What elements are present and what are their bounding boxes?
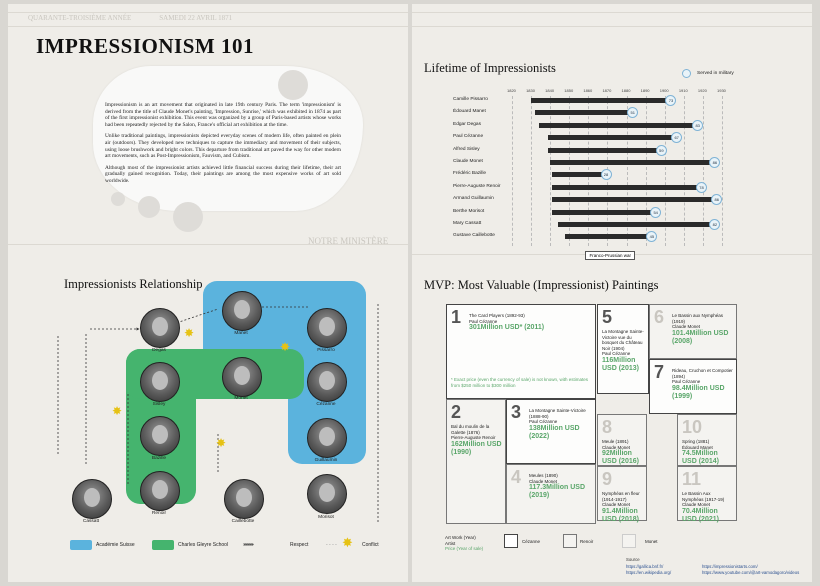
timeline-age-badge: 83: [692, 120, 703, 131]
conflict-icon: ✸: [342, 535, 353, 550]
served-military-legend: Served in military: [697, 71, 734, 76]
painting-card[interactable]: [506, 399, 596, 464]
lifetime-title: Lifetime of Impressionists: [424, 61, 556, 75]
conflict-icon: ✸: [112, 404, 123, 418]
timeline-artist-name: Claude Monet: [453, 159, 483, 164]
artist-node-cassatt[interactable]: [72, 479, 112, 519]
timeline-bar[interactable]: [565, 234, 651, 239]
painting-rank: 4: [511, 467, 522, 487]
artist-node-cezanne[interactable]: [307, 362, 347, 402]
legend-artist: Artist: [445, 540, 456, 546]
painting-card[interactable]: [597, 304, 649, 394]
timeline-artist-name: Gustave Caillebotte: [453, 233, 495, 239]
painting-rank: 7: [654, 362, 665, 382]
painting-info: [602, 439, 643, 465]
timeline-artist-name: Frédéric Bazille: [453, 171, 487, 177]
source-label: Source: [626, 557, 640, 562]
axis-tick: 1860: [583, 88, 593, 93]
painting-title: Rideau, Cruchon et Compotier (1894): [672, 368, 733, 379]
timeline-bar[interactable]: [552, 172, 605, 177]
painting-artist: Paul Cézanne: [469, 318, 498, 324]
legend-suisse: Académie Suisse: [96, 542, 135, 548]
painting-artist: Pierre-Auguste Renoir: [451, 435, 496, 440]
intro-paragraph: Unlike traditional paintings, impressionists depicted everyday scenes of modern life, often painted en plein air (outdoors). They developed new techniques to capture the immediacy and movement of their subjects, using loose brushwork and bright colors. This departure from traditional art paved the way for other modern art movements, such as Post-Impressionism, Fauvism, and Cubism.: [105, 133, 341, 160]
painting-card[interactable]: [597, 466, 647, 521]
artist-node-renoir[interactable]: [140, 471, 180, 511]
artist-node-manet[interactable]: [222, 291, 262, 331]
artist-node-degas[interactable]: [140, 308, 180, 348]
artist-node-guillaumin[interactable]: [307, 418, 347, 458]
timeline-age-badge: 73: [665, 95, 676, 106]
source-link[interactable]: https://en.wikipedia.org/: [626, 570, 672, 575]
artist-label: Monet: [234, 396, 248, 401]
painting-rank: 3: [511, 402, 522, 422]
legend-suisse-swatch: [70, 540, 92, 550]
intro-paragraph: Although most of the impressionist artists achieved little financial success during their lifetime, their art gradually gained recognition. Today, their paintings are among the most expensive works of art sold worldwide.: [105, 164, 341, 184]
painting-info: [602, 329, 645, 372]
right-page: [412, 4, 812, 582]
artist-label: Cassatt: [82, 519, 100, 524]
timeline-bar[interactable]: [552, 197, 716, 202]
painting-rank: 8: [602, 417, 613, 437]
timeline-bar[interactable]: [552, 185, 701, 190]
gridline: [550, 96, 551, 246]
painting-rank: 5: [602, 307, 613, 327]
timeline-artist-name: Armand Guillaumin: [453, 196, 494, 202]
relationship-arrows: [8, 4, 408, 582]
painting-card[interactable]: [597, 414, 647, 466]
legend-cezanne-swatch: [504, 534, 518, 548]
intro-paragraph: Impressionism is an art movement that originated in late 19th century Paris. The term 'impressionism' is derived from the title of Claude Monet's painting, 'Impression, Sunrise,' which was exhibited in 1874 as part of the first impressionist exhibition. This event was organized by a group of Paris-based artists whose works had been repeatedly rejected by the Salon, France's official art exhibition at the time.: [105, 102, 341, 128]
axis-tick: 1900: [659, 88, 669, 93]
timeline-artist-name: Paul Cézanne: [453, 134, 484, 140]
legend-monet-swatch: [622, 534, 636, 548]
artist-label: Sisley: [152, 402, 166, 407]
artist-label: Manet: [234, 331, 248, 336]
axis-tick: 1870: [602, 88, 612, 93]
legend-monet: Monet: [645, 539, 658, 544]
artist-label: Cézanne: [316, 402, 336, 407]
mvp-title: MVP: Most Valuable (Impressionist) Paintings: [424, 278, 659, 292]
timeline-bar[interactable]: [558, 222, 715, 227]
timeline-bar[interactable]: [535, 110, 632, 115]
artist-node-sisley[interactable]: [140, 362, 180, 402]
painting-title: La Montagne Sainte-Victoire (1888-90): [529, 408, 586, 419]
page-title: IMPRESSIONISM 101: [36, 34, 254, 58]
painting-artist: Paul Cézanne: [672, 379, 701, 384]
painting-title: Le Bassin aux Nymphéas (1919): [672, 313, 724, 324]
timeline-bar[interactable]: [539, 123, 697, 128]
painting-title: Nymphéas en fleur (1914-1917): [602, 491, 640, 502]
painting-card[interactable]: [677, 466, 737, 521]
painting-info: [682, 439, 733, 465]
painting-title: Meule (1891): [602, 439, 629, 444]
gridline: [722, 96, 723, 246]
timeline-age-badge: 86: [709, 157, 720, 168]
painting-price: 101.4Million USD (2008): [672, 329, 729, 345]
artist-node-bazille[interactable]: [140, 416, 180, 456]
conflict-icon: ✸: [216, 436, 227, 450]
timeline-age-badge: 67: [671, 132, 682, 143]
artist-label: Guillaumin: [314, 458, 338, 463]
timeline-age-badge: 59: [656, 145, 667, 156]
timeline-age-badge: 54: [650, 207, 661, 218]
artist-label: Pissarro: [317, 348, 335, 353]
legend-conflict: Conflict: [362, 542, 379, 548]
painting-price: 70.4Million USD (2021): [682, 507, 719, 523]
painting-rank: 1: [451, 307, 462, 327]
artist-node-monet[interactable]: [222, 357, 262, 397]
painting-price: 91.4Million USD (2018): [602, 507, 639, 523]
painting-info: [469, 313, 592, 331]
timeline-bar[interactable]: [531, 98, 670, 103]
painting-card[interactable]: [446, 399, 506, 524]
timeline-age-badge: 78: [696, 182, 707, 193]
timeline-artist-name: Camille Pissarro: [453, 97, 488, 102]
painting-info: [682, 491, 733, 523]
painting-artist: Paul Cézanne: [529, 419, 558, 424]
timeline-age-badge: 82: [709, 219, 720, 230]
legend-work: Art Work (Year): [445, 535, 476, 540]
painting-card[interactable]: [649, 359, 737, 414]
served-military-icon: [682, 69, 691, 78]
painting-title: The Card Players (1892-93): [469, 313, 525, 318]
artist-node-pissarro[interactable]: [307, 308, 347, 348]
axis-tick: 1890: [640, 88, 650, 93]
painting-artist: Claude Monet: [672, 324, 701, 329]
source-link[interactable]: https://www.youtube.com/@art-vamodagoro/videos: [702, 570, 800, 575]
painting-title: Le Bassin Aux Nymphéas (1917-19): [682, 491, 725, 502]
artist-label: Bazille: [151, 456, 167, 461]
source-link[interactable]: https://gallica.bnf.fr/: [626, 564, 664, 569]
painting-rank: 6: [654, 307, 665, 327]
painting-title: Bal du moulin de la Galette (1876): [451, 424, 490, 435]
legend-respect: Respect: [290, 542, 309, 548]
painting-price: 138Million USD (2022): [529, 424, 580, 440]
legend-cezanne: Cézanne: [522, 539, 541, 544]
conflict-icon: ✸: [184, 326, 195, 340]
painting-artist: Claude Monet: [602, 444, 631, 450]
painting-card[interactable]: [506, 464, 596, 524]
painting-price: 301Million USD* (2011): [469, 324, 545, 331]
painting-artist: Claude Monet: [602, 502, 631, 507]
painting-card[interactable]: [446, 304, 596, 399]
painting-card[interactable]: [649, 304, 737, 359]
painting-info: [672, 368, 733, 400]
painting-price: 117.3Million USD (2019): [529, 484, 586, 499]
timeline-artist-name: Berthe Morisot: [453, 208, 485, 214]
timeline-artist-name: Pierre-Auguste Renoir: [453, 183, 501, 189]
axis-tick: 1840: [545, 88, 555, 93]
source-link[interactable]: https://impressionistarts.com/: [702, 564, 758, 569]
price-footnote: * Exact price (even the currency of sale) is not known, with estimates from $250 million to $300 million: [451, 377, 589, 388]
painting-artist: Claude Monet: [682, 502, 711, 507]
timeline-age-badge: 45: [646, 231, 657, 242]
painting-price: 92Million USD (2016): [602, 450, 639, 465]
painting-rank: 10: [682, 417, 703, 437]
painting-price: 98.4Million USD (1999): [672, 384, 725, 400]
painting-rank: 2: [451, 402, 462, 422]
timeline-artist-name: Alfred Sisley: [453, 146, 480, 152]
painting-title: Meules (1890): [529, 473, 558, 478]
painting-title: La Montagne Sainte-Victoire vue du bosquet du Château Noir (1904): [602, 329, 644, 351]
artist-node-morisot[interactable]: [307, 474, 347, 514]
mvp-legend-key: [445, 535, 483, 552]
painting-info: [529, 473, 592, 499]
legend-price: Price (Year of sale): [445, 546, 484, 551]
painting-info: [602, 491, 643, 523]
conflict-line-icon: - - - -: [326, 542, 337, 548]
timeline-age-badge: 51: [627, 107, 638, 118]
painting-card[interactable]: [677, 414, 737, 466]
artist-label: Renoir: [151, 511, 167, 516]
timeline-bar[interactable]: [550, 160, 714, 165]
legend-gleyre: Charles Gleyre School: [178, 542, 229, 548]
artist-label: Caillebotte: [231, 519, 255, 524]
axis-tick: 1920: [697, 88, 707, 93]
painting-rank: 9: [602, 469, 613, 489]
artist-label: Degas: [152, 348, 166, 353]
axis-tick: 1830: [526, 88, 535, 93]
painting-artist: Paul Cézanne: [602, 351, 631, 356]
painting-info: [529, 408, 592, 440]
painting-info: [451, 424, 502, 456]
painting-title: Spring (1881): [682, 439, 710, 444]
painting-price: 162Million USD (1990): [451, 440, 502, 456]
conflict-icon: ✸: [280, 340, 291, 354]
respect-arrow-icon: ›››››››››››››››: [243, 542, 253, 548]
painting-rank: 11: [682, 469, 702, 489]
axis-tick: 1930: [717, 88, 726, 93]
painting-price: 74.5Million USD (2014): [682, 450, 719, 465]
axis-tick: 1910: [678, 88, 688, 93]
legend-renoir: Renoir: [580, 539, 594, 544]
axis-tick: 1850: [564, 88, 574, 93]
timeline-bar[interactable]: [548, 148, 661, 153]
timeline-age-badge: 28: [601, 169, 612, 180]
painting-info: [672, 313, 733, 345]
war-label: Franco-Prussian war: [585, 251, 635, 260]
painting-artist: Édouard Manet: [682, 444, 713, 450]
artist-node-caillebotte[interactable]: [224, 479, 264, 519]
left-page: QUARANTE-TROISIÈME ANNÉE SAMEDI 22 AVRIL 1871 NOTRE MINISTÈRE IMPRESSIONISM 101 Impressionism is an art movement that originated in late 19th century Paris. The term 'impressionism' is derived from the title of Claude Monet's painting, 'Impression, Sunrise,' which was exhibited in 1874 as part of the first impressionist exhibition. This event was organized by a group of Paris-based artists whose works had been repeatedly rejected by the Salon, France's official art exhibition at the time. Unlike traditional paintings, impressionists depicted everyday scenes of modern life, often painted en plein air (outdoors). They developed new techniques to capture the immediacy and movement of their subjects, using loose brushwork and bright colors. This departure from traditional art paved the way for other modern art movements, such as Post-Impressionism, Fauvism, and Cubism. Although most of the impressionist artists achieved little financial success during their lifetime, their art gradually gained recognition. Today, their paintings are among the most expensive works of art sold worldwide. Impressionists Relationship ✸ ✸ ✸ ✸ Manet Degas Pissarro Monet Sisley Cézanne Bazille Guillaumin Cassatt Renoir Caillebotte Morisot Académie Suisse Charles Gleyre School ››››››››››››››› Respect - - - - ✸ Conflict: [8, 4, 408, 582]
axis-tick: 1880: [621, 88, 631, 93]
timeline-artist-name: Édouard Manet: [453, 109, 486, 115]
artist-label: Morisot: [318, 515, 334, 520]
painting-price: 116Million USD (2013): [602, 356, 639, 372]
timeline-artist-name: Edgar Degas: [453, 121, 481, 127]
timeline-artist-name: Mary Cassatt: [453, 221, 482, 226]
timeline-age-badge: 86: [711, 194, 722, 205]
painting-artist: Claude Monet: [529, 478, 558, 484]
legend-gleyre-swatch: [152, 540, 174, 550]
axis-tick: 1820: [507, 88, 516, 93]
timeline-bar[interactable]: [552, 210, 655, 215]
relationship-title: Impressionists Relationship: [64, 277, 203, 291]
legend-renoir-swatch: [563, 534, 577, 548]
timeline-bar[interactable]: [548, 135, 676, 140]
